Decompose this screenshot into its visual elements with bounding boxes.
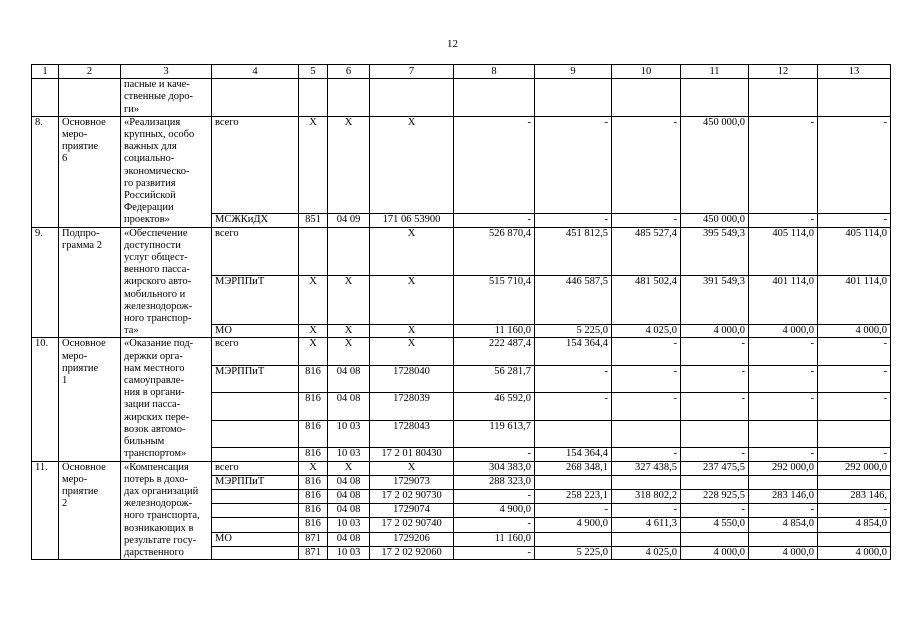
activity-type: Подпро- грамма 2 [59, 227, 121, 338]
amount-cell [681, 475, 749, 489]
code-cell: 171 06 53900 [370, 214, 454, 227]
amount-cell: 4 000,0 [818, 325, 891, 338]
col-header: 12 [749, 65, 818, 79]
amount-cell: 485 527,4 [612, 227, 681, 276]
code-cell: X [299, 338, 328, 365]
amount-cell: 4 000,0 [749, 546, 818, 559]
amount-cell: - [612, 365, 681, 392]
table-row [32, 461, 891, 475]
amount-cell: - [749, 338, 818, 365]
code-cell: 816 [299, 518, 328, 532]
code-cell: 1729073 [370, 475, 454, 489]
code-cell: X [328, 116, 370, 214]
amount-cell [681, 79, 749, 117]
amount-cell [749, 475, 818, 489]
row-number: 10. [32, 338, 59, 461]
amount-cell: 4 000,0 [681, 325, 749, 338]
amount-cell [535, 420, 612, 447]
amount-cell: - [749, 448, 818, 461]
amount-cell: - [454, 214, 535, 227]
amount-cell: 119 613,7 [454, 420, 535, 447]
code-cell: 816 [299, 393, 328, 420]
row-number: 9. [32, 227, 59, 338]
amount-cell: 327 438,5 [612, 461, 681, 475]
executor-cell: всего [212, 461, 299, 475]
executor-cell: МЭРППиТ [212, 276, 299, 325]
amount-cell: 283 146,0 [749, 489, 818, 503]
amount-cell: 318 802,2 [612, 489, 681, 503]
amount-cell: - [535, 504, 612, 518]
activity-name: «Оказание под- держки орга- нам местного самоуправле- ния в органи- зации пасса- жирских пере- возок автомо- бильным транспортом» [121, 338, 212, 461]
code-cell: 871 [299, 546, 328, 559]
amount-cell: 401 114,0 [749, 276, 818, 325]
code-cell: X [370, 116, 454, 214]
code-cell: X [299, 276, 328, 325]
amount-cell: 258 223,1 [535, 489, 612, 503]
executor-cell [212, 393, 299, 420]
amount-cell: 4 854,0 [818, 518, 891, 532]
amount-cell: - [612, 338, 681, 365]
code-cell: 816 [299, 489, 328, 503]
amount-cell: - [749, 214, 818, 227]
code-cell: X [370, 338, 454, 365]
amount-cell: 405 114,0 [749, 227, 818, 276]
code-cell: 851 [299, 214, 328, 227]
amount-cell: 222 487,4 [454, 338, 535, 365]
code-cell: 04 08 [328, 489, 370, 503]
code-cell: 04 08 [328, 393, 370, 420]
amount-cell: - [535, 393, 612, 420]
amount-cell: - [612, 504, 681, 518]
col-header: 8 [454, 65, 535, 79]
code-cell: 1729074 [370, 504, 454, 518]
col-header: 9 [535, 65, 612, 79]
col-header: 6 [328, 65, 370, 79]
code-cell: 17 2 02 90730 [370, 489, 454, 503]
amount-cell [535, 475, 612, 489]
executor-cell [212, 518, 299, 532]
amount-cell: - [612, 448, 681, 461]
activity-name: пасные и каче- ственные доро- ги» [121, 79, 212, 117]
executor-cell: МЭРППиТ [212, 365, 299, 392]
amount-cell [749, 532, 818, 546]
code-cell: 816 [299, 504, 328, 518]
amount-cell [612, 532, 681, 546]
amount-cell [535, 532, 612, 546]
col-header: 11 [681, 65, 749, 79]
col-header: 13 [818, 65, 891, 79]
amount-cell: - [749, 504, 818, 518]
row-number: 11. [32, 461, 59, 560]
executor-cell: МО [212, 325, 299, 338]
amount-cell: 292 000,0 [818, 461, 891, 475]
amount-cell: 401 114,0 [818, 276, 891, 325]
amount-cell: 237 475,5 [681, 461, 749, 475]
amount-cell: 292 000,0 [749, 461, 818, 475]
amount-cell: - [681, 393, 749, 420]
executor-cell: МСЖКиДХ [212, 214, 299, 227]
code-cell: X [299, 325, 328, 338]
amount-cell [681, 532, 749, 546]
amount-cell: 11 160,0 [454, 532, 535, 546]
code-cell: X [328, 276, 370, 325]
amount-cell: 450 000,0 [681, 116, 749, 214]
code-cell: 10 03 [328, 448, 370, 461]
amount-cell: 228 925,5 [681, 489, 749, 503]
col-header: 7 [370, 65, 454, 79]
executor-cell [212, 448, 299, 461]
amount-cell: 283 146, [818, 489, 891, 503]
amount-cell: 304 383,0 [454, 461, 535, 475]
activity-name: «Реализация крупных, особо важных для социально- экономическо- го развития Российской Федерации проектов» [121, 116, 212, 227]
activity-name: «Компенсация потерь в дохо- дах организаций железнодорож- ного транспорта, возникающих в результате госу- дарственного [121, 461, 212, 560]
amount-cell: 11 160,0 [454, 325, 535, 338]
code-cell: X [370, 461, 454, 475]
amount-cell: 391 549,3 [681, 276, 749, 325]
col-header: 5 [299, 65, 328, 79]
code-cell: 04 09 [328, 214, 370, 227]
amount-cell: - [612, 214, 681, 227]
code-cell [328, 79, 370, 117]
col-header: 4 [212, 65, 299, 79]
code-cell: 816 [299, 475, 328, 489]
activity-type: Основное меро- приятие 1 [59, 338, 121, 461]
code-cell: 816 [299, 448, 328, 461]
executor-cell: МЭРППиТ [212, 475, 299, 489]
amount-cell: 154 364,4 [535, 338, 612, 365]
amount-cell [612, 475, 681, 489]
amount-cell: - [818, 214, 891, 227]
code-cell: 816 [299, 365, 328, 392]
code-cell: 04 08 [328, 532, 370, 546]
amount-cell: - [681, 365, 749, 392]
amount-cell: - [454, 489, 535, 503]
amount-cell [535, 79, 612, 117]
amount-cell: 4 000,0 [749, 325, 818, 338]
row-number [32, 79, 59, 117]
code-cell [370, 79, 454, 117]
header-row [32, 65, 891, 79]
amount-cell: - [454, 116, 535, 214]
code-cell: 816 [299, 420, 328, 447]
table-row [32, 116, 891, 214]
amount-cell: 268 348,1 [535, 461, 612, 475]
code-cell: 17 2 02 92060 [370, 546, 454, 559]
amount-cell: 4 000,0 [818, 546, 891, 559]
executor-cell [212, 420, 299, 447]
amount-cell: 288 323,0 [454, 475, 535, 489]
amount-cell: 5 225,0 [535, 546, 612, 559]
amount-cell: 4 611,3 [612, 518, 681, 532]
amount-cell [818, 532, 891, 546]
amount-cell: 450 000,0 [681, 214, 749, 227]
code-cell: 1729206 [370, 532, 454, 546]
amount-cell: - [454, 546, 535, 559]
code-cell: 04 08 [328, 365, 370, 392]
executor-cell: МО [212, 532, 299, 546]
amount-cell [612, 420, 681, 447]
table-body [32, 79, 891, 560]
amount-cell: 395 549,3 [681, 227, 749, 276]
code-cell: 1728040 [370, 365, 454, 392]
budget-table [31, 64, 891, 560]
amount-cell [681, 420, 749, 447]
code-cell: 10 03 [328, 546, 370, 559]
activity-type [59, 79, 121, 117]
executor-cell: всего [212, 116, 299, 214]
code-cell: 17 2 01 80430 [370, 448, 454, 461]
amount-cell [749, 79, 818, 117]
code-cell: 17 2 02 90740 [370, 518, 454, 532]
activity-type: Основное меро- приятие 2 [59, 461, 121, 560]
amount-cell: 405 114,0 [818, 227, 891, 276]
code-cell [328, 227, 370, 276]
amount-cell: - [612, 393, 681, 420]
code-cell: 1728043 [370, 420, 454, 447]
code-cell: 871 [299, 532, 328, 546]
code-cell: X [328, 461, 370, 475]
amount-cell [818, 475, 891, 489]
amount-cell: 56 281,7 [454, 365, 535, 392]
amount-cell: - [612, 116, 681, 214]
amount-cell [454, 79, 535, 117]
amount-cell: 154 364,4 [535, 448, 612, 461]
col-header: 2 [59, 65, 121, 79]
col-header: 10 [612, 65, 681, 79]
col-header: 3 [121, 65, 212, 79]
amount-cell: 4 900,0 [535, 518, 612, 532]
amount-cell: - [818, 116, 891, 214]
code-cell [299, 79, 328, 117]
amount-cell: - [681, 504, 749, 518]
amount-cell: 446 587,5 [535, 276, 612, 325]
amount-cell: - [535, 365, 612, 392]
code-cell: 04 08 [328, 475, 370, 489]
amount-cell: - [535, 116, 612, 214]
amount-cell: - [535, 214, 612, 227]
executor-cell [212, 489, 299, 503]
activity-name: «Обеспечение доступности услуг общест- венного пасса- жирского авто- мобильного и железнодорож- ного транспор- та» [121, 227, 212, 338]
table-row [32, 338, 891, 365]
activity-type: Основное меро- приятие 6 [59, 116, 121, 227]
amount-cell: 4 000,0 [681, 546, 749, 559]
amount-cell: 451 812,5 [535, 227, 612, 276]
code-cell: X [370, 325, 454, 338]
code-cell: X [370, 227, 454, 276]
amount-cell: - [454, 518, 535, 532]
amount-cell: 4 854,0 [749, 518, 818, 532]
amount-cell [818, 79, 891, 117]
amount-cell: 4 025,0 [612, 546, 681, 559]
amount-cell [612, 79, 681, 117]
amount-cell: 526 870,4 [454, 227, 535, 276]
executor-cell [212, 546, 299, 559]
amount-cell: 515 710,4 [454, 276, 535, 325]
amount-cell: - [749, 116, 818, 214]
code-cell [299, 227, 328, 276]
amount-cell: 4 550,0 [681, 518, 749, 532]
amount-cell: - [818, 393, 891, 420]
table-row [32, 227, 891, 276]
amount-cell: - [749, 365, 818, 392]
code-cell: X [328, 338, 370, 365]
amount-cell: 481 502,4 [612, 276, 681, 325]
executor-cell: всего [212, 338, 299, 365]
amount-cell: - [818, 338, 891, 365]
executor-cell: всего [212, 227, 299, 276]
row-number: 8. [32, 116, 59, 227]
col-header: 1 [32, 65, 59, 79]
code-cell: 04 08 [328, 504, 370, 518]
amount-cell: - [749, 393, 818, 420]
amount-cell: - [818, 365, 891, 392]
amount-cell: - [454, 448, 535, 461]
executor-cell [212, 504, 299, 518]
page-number: 12 [447, 38, 458, 50]
amount-cell: - [818, 448, 891, 461]
amount-cell [749, 420, 818, 447]
code-cell: X [370, 276, 454, 325]
code-cell: X [299, 461, 328, 475]
amount-cell: 46 592,0 [454, 393, 535, 420]
amount-cell: - [818, 504, 891, 518]
amount-cell: 4 025,0 [612, 325, 681, 338]
code-cell: X [299, 116, 328, 214]
table-row [32, 79, 891, 117]
amount-cell: 4 900,0 [454, 504, 535, 518]
amount-cell: - [681, 448, 749, 461]
amount-cell: - [681, 338, 749, 365]
code-cell: 10 03 [328, 420, 370, 447]
executor-cell [212, 79, 299, 117]
amount-cell [818, 420, 891, 447]
amount-cell: 5 225,0 [535, 325, 612, 338]
code-cell: 10 03 [328, 518, 370, 532]
code-cell: 1728039 [370, 393, 454, 420]
code-cell: X [328, 325, 370, 338]
